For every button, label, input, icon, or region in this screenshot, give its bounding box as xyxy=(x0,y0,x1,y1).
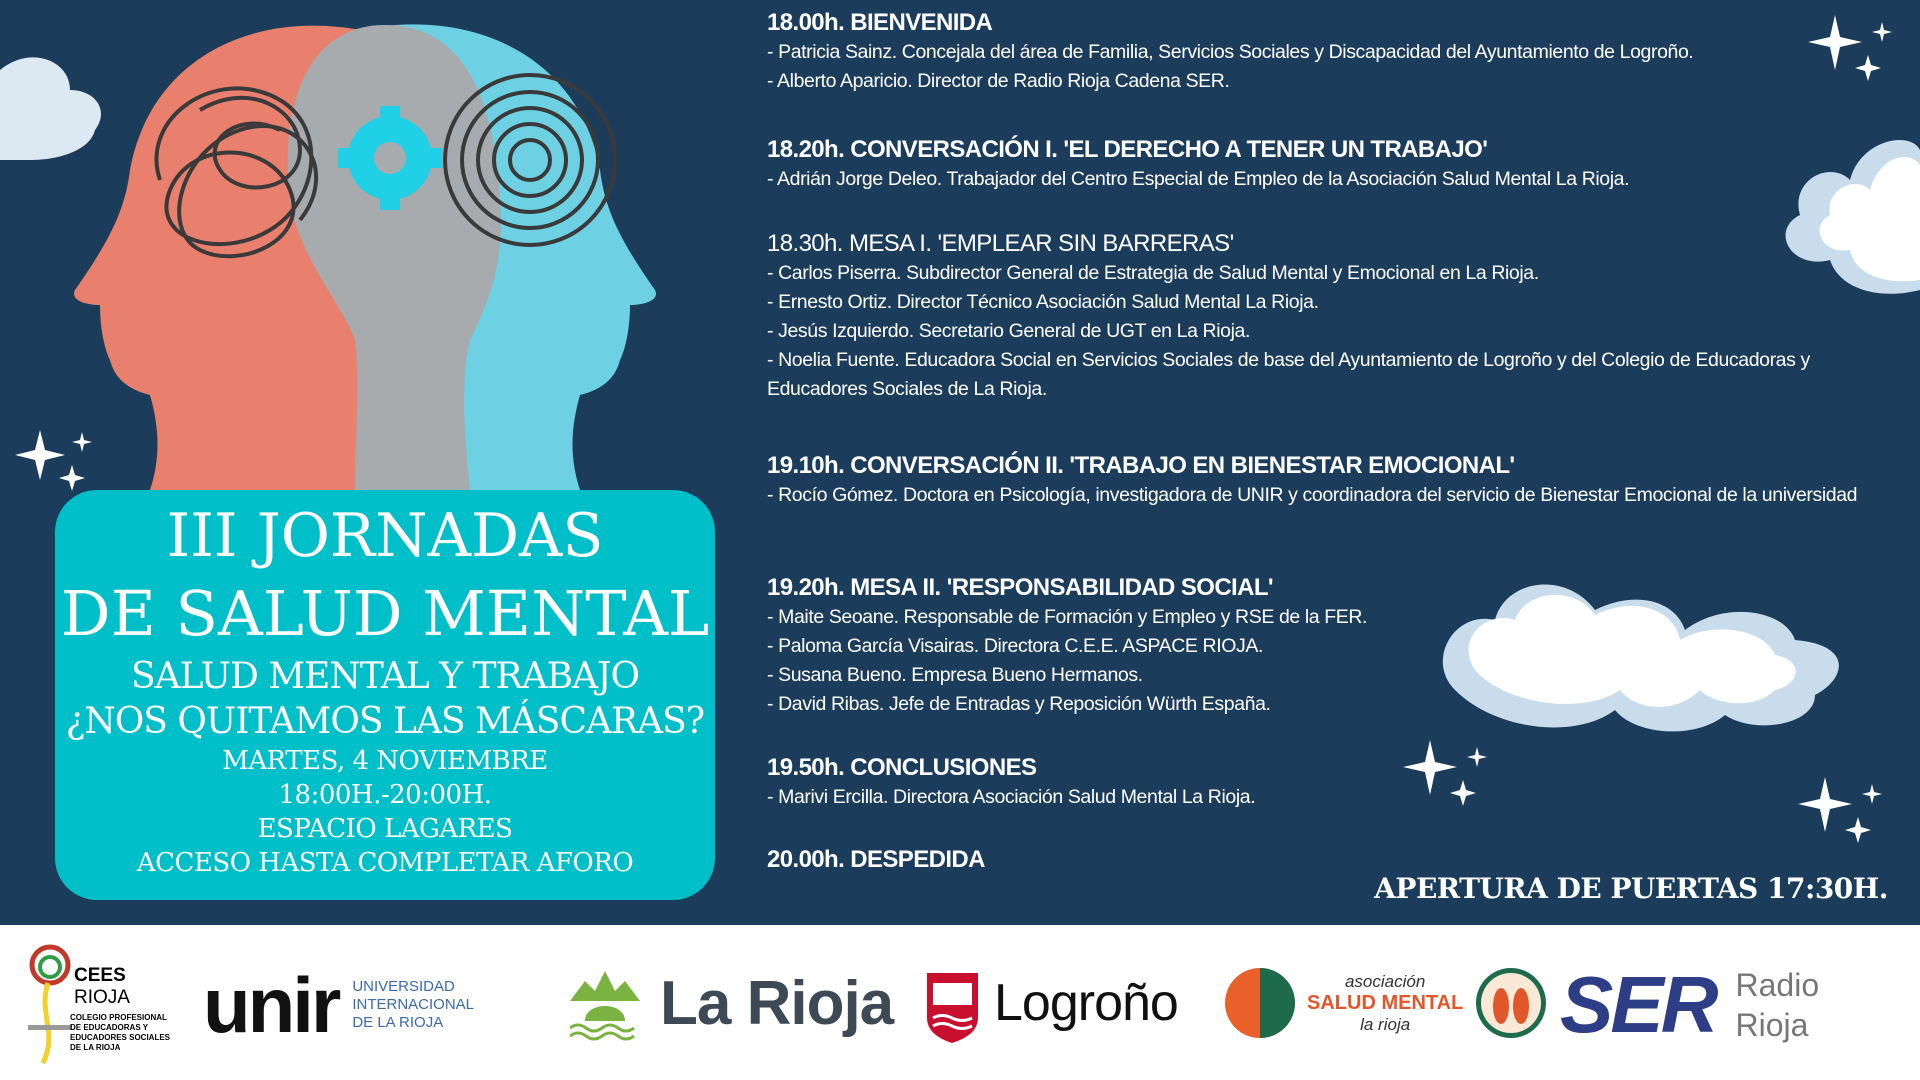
section-heading: 18.20h. CONVERSACIÓN I. 'EL DERECHO A TENER UN TRABAJO' xyxy=(767,136,1488,163)
unir-text-line: UNIVERSIDAD xyxy=(352,978,455,995)
cees-desc-line: DE LA RIOJA xyxy=(70,1043,121,1052)
ser-text-line: Rioja xyxy=(1735,1007,1809,1043)
speaker-line: - Carlos Piserra. Subdirector General de Estrategia de Salud Mental y Emocional en La Rioja. xyxy=(767,262,1539,284)
salud-bottom: la rioja xyxy=(1360,1014,1411,1034)
speaker-line: - Jesús Izquierdo. Secretario General de UGT en La Rioja. xyxy=(767,320,1251,342)
section-heading: 18.30h. MESA I. 'EMPLEAR SIN BARRERAS' xyxy=(767,230,1234,257)
logrono-logo xyxy=(925,963,1178,1043)
salud-top: asociación xyxy=(1344,971,1426,991)
footprints-badge-icon xyxy=(1475,966,1547,1041)
program-section xyxy=(767,845,1887,875)
program-section xyxy=(767,229,1887,451)
speaker-line: - Susana Bueno. Empresa Bueno Hermanos. xyxy=(767,664,1143,686)
event-access: ACCESO HASTA COMPLETAR AFORO xyxy=(136,848,634,878)
section-heading: 19.20h. MESA II. 'RESPONSABILIDAD SOCIAL' xyxy=(767,574,1274,601)
title-line-1: III JORNADAS xyxy=(166,501,604,571)
event-time: 18:00H.-20:00H. xyxy=(278,780,492,810)
subtitle-line-2: ¿NOS QUITAMOS LAS MÁSCARAS? xyxy=(65,701,705,742)
speaker-line: - Rocío Gómez. Doctora en Psicología, investigadora de UNIR y coordinadora del servicio de Bienestar Emocional de la universidad xyxy=(767,484,1858,506)
speaker-line: - David Ribas. Jefe de Entradas y Reposición Würth España. xyxy=(767,693,1271,715)
la-rioja-mark-icon xyxy=(570,966,640,1041)
cadena-ser-logo xyxy=(1560,960,1820,1049)
ser-text xyxy=(1736,965,1820,1045)
unir-text xyxy=(352,978,474,1032)
speaker-line: - Alberto Aparicio. Director de Radio Rioja Cadena SER. xyxy=(767,70,1230,92)
cees-mark-icon xyxy=(28,943,72,1071)
unir-text-line: INTERNACIONAL xyxy=(352,996,475,1013)
salud-mental-text xyxy=(1307,972,1463,1035)
ser-mark: SER xyxy=(1560,960,1716,1049)
subtitle-line-1: SALUD MENTAL Y TRABAJO xyxy=(131,656,639,697)
cloud-left-icon xyxy=(0,50,110,170)
speaker-line: - Paloma García Visairas. Directora C.E.E. ASPACE RIOJA. xyxy=(767,635,1263,657)
section-heading: 19.10h. CONVERSACIÓN II. 'TRABAJO EN BIENESTAR EMOCIONAL' xyxy=(767,452,1515,479)
unir-mark: unir xyxy=(203,961,339,1049)
speaker-line: - Ernesto Ortiz. Director Técnico Asociación Salud Mental La Rioja. xyxy=(767,291,1319,313)
la-rioja-logo xyxy=(570,963,893,1043)
speaker-line: - Patricia Sainz. Concejala del área de Familia, Servicios Sociales y Discapacidad del Ayuntamiento de Logroño. xyxy=(767,41,1694,63)
title-line-2: DE SALUD MENTAL xyxy=(60,577,710,650)
speaker-line: - Marivi Ercilla. Directora Asociación Salud Mental La Rioja. xyxy=(767,786,1256,808)
program-section xyxy=(767,135,1887,229)
program-list xyxy=(767,8,1887,875)
program-section xyxy=(767,753,1887,845)
speaker-line: - Noelia Fuente. Educadora Social en Servicios Sociales de base del Ayuntamiento de Logroño y del Colegio de Educadoras y Educadores Sociales de La Rioja. xyxy=(767,349,1810,400)
logrono-text: Logroño xyxy=(994,974,1178,1032)
cees-desc-line: COLEGIO PROFESIONAL xyxy=(70,1013,167,1022)
salud-mental-mark-icon xyxy=(1225,966,1295,1041)
section-heading: 18.00h. BIENVENIDA xyxy=(767,9,993,36)
salud-mid: SALUD MENTAL xyxy=(1307,991,1464,1014)
sponsor-logos xyxy=(0,925,1920,1080)
speaker-line: - Adrián Jorge Deleo. Trabajador del Centro Especial de Empleo de la Asociación Salud Mental La Rioja. xyxy=(767,168,1630,190)
logrono-shield-icon xyxy=(925,963,980,1043)
cees-desc xyxy=(70,1013,170,1053)
event-venue: ESPACIO LAGARES xyxy=(257,814,513,844)
doors-open-note: APERTURA DE PUERTAS 17:30H. xyxy=(1374,872,1888,905)
section-heading: 19.50h. CONCLUSIONES xyxy=(767,754,1037,781)
unir-logo xyxy=(203,960,474,1050)
program-section xyxy=(767,8,1887,135)
event-date: MARTES, 4 NOVIEMBRE xyxy=(222,746,548,776)
cees-desc-line: EDUCADORES SOCIALES xyxy=(70,1033,171,1042)
title-box xyxy=(55,490,715,900)
la-rioja-text: La Rioja xyxy=(660,968,894,1038)
cees-logo xyxy=(28,943,178,1071)
program-section xyxy=(767,451,1887,573)
speaker-line: - Maite Seoane. Responsable de Formación y Empleo y RSE de la FER. xyxy=(767,606,1368,628)
salud-mental-logo xyxy=(1225,963,1547,1043)
section-heading: 20.00h. DESPEDIDA xyxy=(767,846,985,873)
cees-name: CEES xyxy=(74,965,126,986)
ser-text-line: Radio xyxy=(1735,967,1820,1003)
sparkles-icon xyxy=(10,420,100,500)
unir-text-line: DE LA RIOJA xyxy=(352,1014,444,1031)
cees-name-2: RIOJA xyxy=(74,987,130,1008)
program-section xyxy=(767,573,1887,753)
cees-desc-line: DE EDUCADORAS Y xyxy=(70,1023,149,1032)
